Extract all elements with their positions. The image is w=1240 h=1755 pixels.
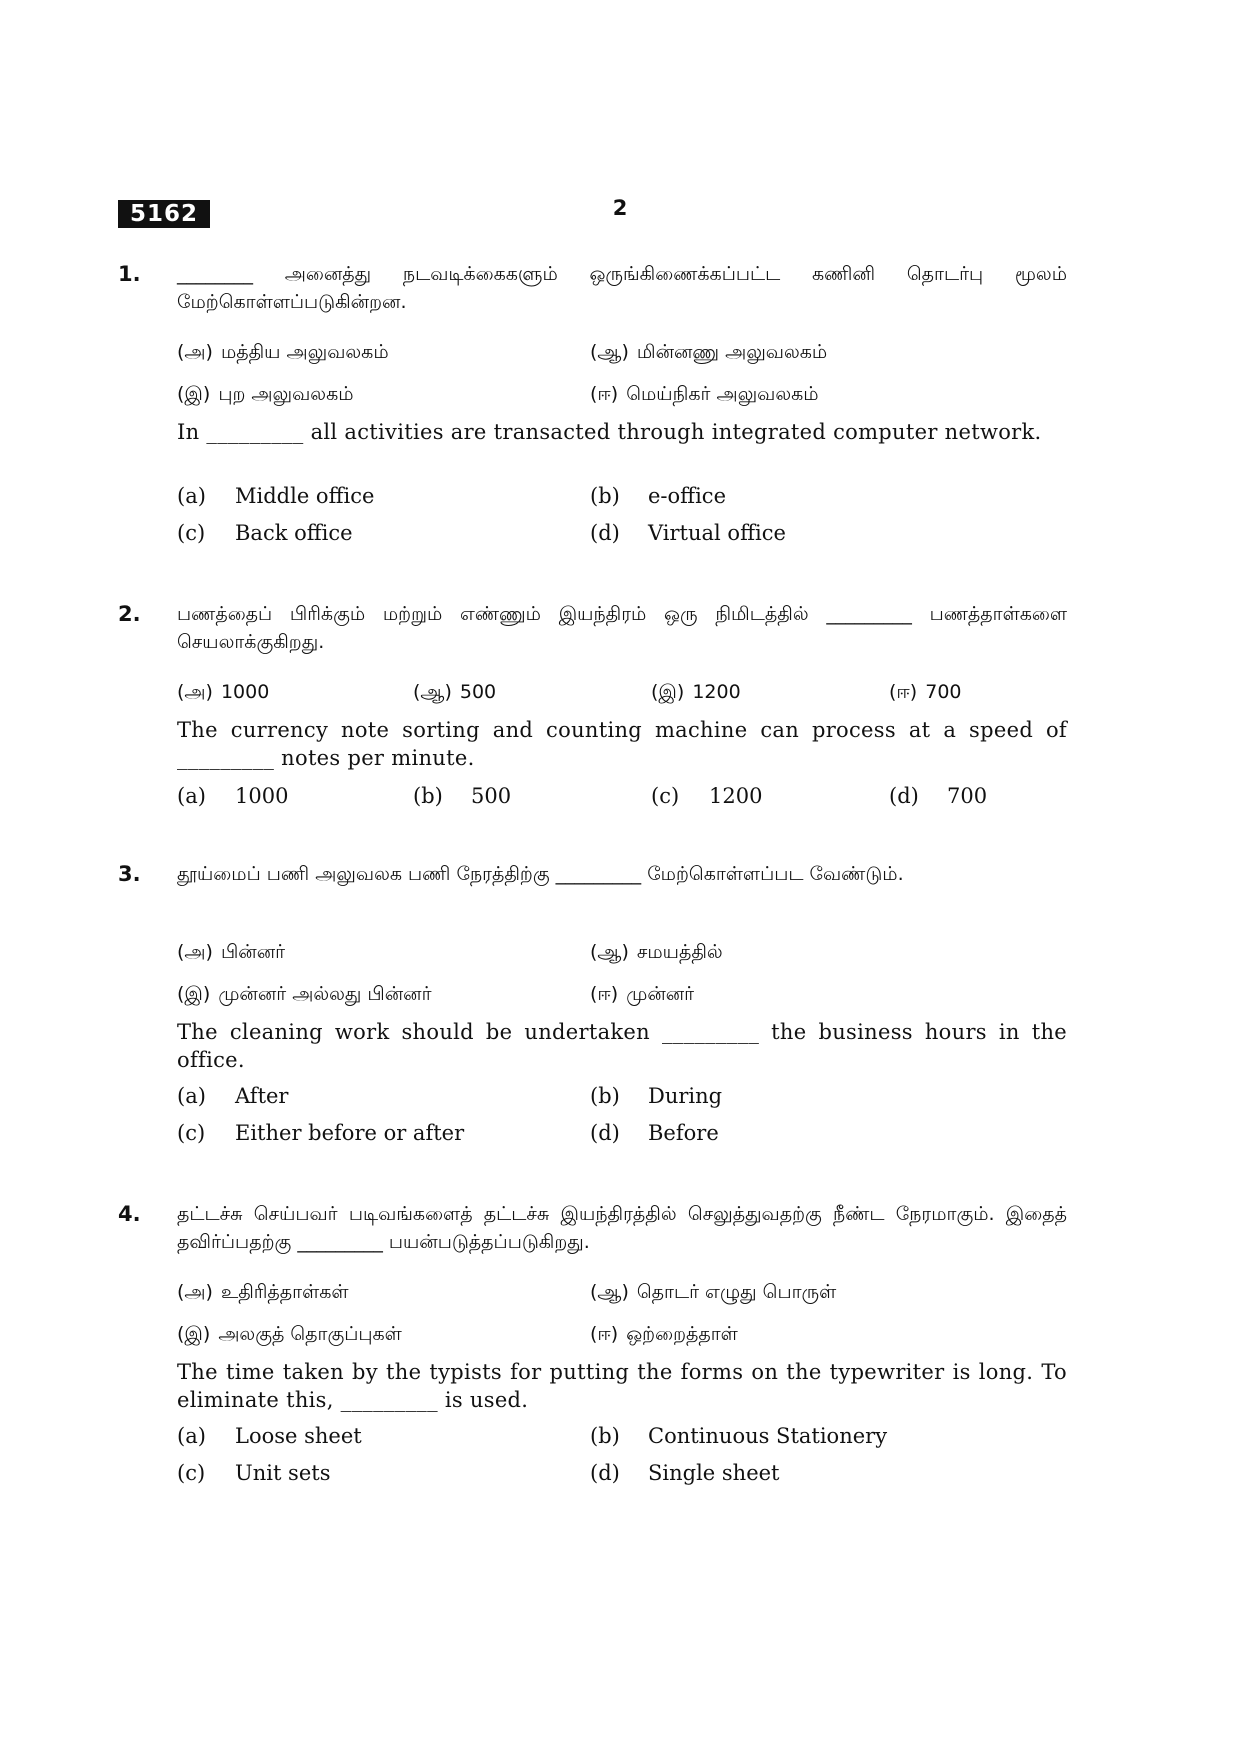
english-option-b: (b) During bbox=[590, 1084, 723, 1108]
tamil-option-a: (அ) உதிரித்தாள்கள் bbox=[177, 1281, 349, 1303]
english-option-b: (b) e-office bbox=[590, 484, 726, 508]
paper-code-badge: 5162 bbox=[118, 200, 210, 228]
english-option-a: (a) Middle office bbox=[177, 484, 375, 508]
question-tamil-text: தட்டச்சு செய்பவர் படிவங்களைத் தட்டச்சு இயந்திரத்தில் செலுத்துவதற்கு நீண்ட நேரமாகும். இதைத் தவிர்ப்பதற்கு _________ பயன்படுத்தப்படுகிறது. bbox=[177, 1203, 1067, 1253]
tamil-option-c: (இ) முன்னர் அல்லது பின்னர் bbox=[177, 983, 432, 1005]
tamil-option-b: (ஆ) மின்னணு அலுவலகம் bbox=[590, 341, 828, 363]
english-option-c: (c) 1200 bbox=[651, 784, 763, 808]
english-option-b: (b) Continuous Stationery bbox=[590, 1424, 888, 1448]
english-option-c: (c) Unit sets bbox=[177, 1461, 331, 1485]
question-english-text: The currency note sorting and counting machine can process at a speed of _________ notes per minute. bbox=[177, 718, 1067, 770]
tamil-option-a: (அ) பின்னர் bbox=[177, 941, 286, 963]
english-option-d: (d) Before bbox=[590, 1121, 719, 1145]
english-option-a: (a) Loose sheet bbox=[177, 1424, 362, 1448]
english-option-d: (d) Virtual office bbox=[590, 521, 786, 545]
english-option-c: (c) Back office bbox=[177, 521, 353, 545]
tamil-option-a: (அ) 1000 bbox=[177, 681, 270, 703]
question-tamil-text: பணத்தைப் பிரிக்கும் மற்றும் எண்ணும் இயந்திரம் ஒரு நிமிடத்தில் _________ பணத்தாள்களை செயலாக்குகிறது. bbox=[177, 603, 1067, 653]
tamil-option-c: (இ) 1200 bbox=[651, 681, 741, 703]
question-number: 2. bbox=[118, 602, 141, 626]
tamil-option-c: (இ) அலகுத் தொகுப்புகள் bbox=[177, 1323, 402, 1345]
tamil-option-d: (ஈ) ஒற்றைத்தாள் bbox=[590, 1323, 738, 1345]
tamil-option-b: (ஆ) தொடர் எழுது பொருள் bbox=[590, 1281, 837, 1303]
tamil-option-d: (ஈ) 700 bbox=[889, 681, 962, 703]
question-tamil-text: ________ அனைத்து நடவடிக்கைகளும் ஒருங்கிணைக்கப்பட்ட கணினி தொடர்பு மூலம் மேற்கொள்ளப்படுகின்றன. bbox=[177, 263, 1067, 313]
question-number: 1. bbox=[118, 262, 141, 286]
tamil-option-d: (ஈ) முன்னர் bbox=[590, 983, 695, 1005]
english-option-c: (c) Either before or after bbox=[177, 1121, 465, 1145]
english-option-d: (d) 700 bbox=[889, 784, 988, 808]
english-option-d: (d) Single sheet bbox=[590, 1461, 780, 1485]
question-tamil-text: தூய்மைப் பணி அலுவலக பணி நேரத்திற்கு _________ மேற்கொள்ளப்பட வேண்டும். bbox=[177, 863, 904, 885]
question-english-text: The cleaning work should be undertaken _________ the business hours in the office. bbox=[177, 1020, 1067, 1072]
english-option-b: (b) 500 bbox=[413, 784, 512, 808]
question-number: 4. bbox=[118, 1202, 141, 1226]
question-english-text: In _________ all activities are transacted through integrated computer network. bbox=[177, 420, 1042, 444]
english-option-a: (a) 1000 bbox=[177, 784, 289, 808]
tamil-option-a: (அ) மத்திய அலுவலகம் bbox=[177, 341, 389, 363]
tamil-option-b: (ஆ) 500 bbox=[413, 681, 497, 703]
question-english-text: The time taken by the typists for putting the forms on the typewriter is long. To eliminate this, _________ is used. bbox=[177, 1360, 1067, 1412]
question-number: 3. bbox=[118, 862, 141, 886]
tamil-option-c: (இ) புற அலுவலகம் bbox=[177, 383, 354, 405]
english-option-a: (a) After bbox=[177, 1084, 289, 1108]
page-number: 2 bbox=[612, 196, 628, 220]
tamil-option-b: (ஆ) சமயத்தில் bbox=[590, 941, 723, 963]
tamil-option-d: (ஈ) மெய்நிகர் அலுவலகம் bbox=[590, 383, 819, 405]
